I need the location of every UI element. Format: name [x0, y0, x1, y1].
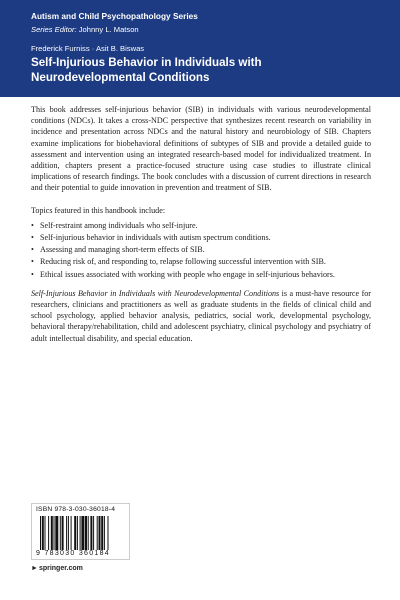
arrow-right-icon: ►: [31, 565, 38, 572]
barcode-bar: [88, 516, 89, 550]
isbn-box: [31, 503, 130, 560]
cover-header-band: [0, 0, 400, 97]
barcode-bar: [40, 516, 41, 550]
barcode-bar: [93, 516, 94, 550]
bullet-icon: •: [31, 233, 34, 243]
topic-item: [31, 232, 371, 243]
barcode-bar: [80, 516, 81, 550]
barcode-bar: [90, 516, 92, 550]
closing-book-title: Self-Injurious Behavior in Individuals with Neurodevelopmental Conditions: [31, 288, 280, 298]
topics-heading: Topics featured in this handbook include:: [31, 205, 166, 215]
bullet-icon: •: [31, 257, 34, 267]
bullet-icon: •: [31, 245, 34, 255]
book-authors: Frederick Furniss · Asit B. Biswas: [31, 44, 145, 53]
series-title: Autism and Child Psychopathology Series: [31, 11, 198, 21]
topic-item: [31, 269, 371, 280]
book-description: [31, 104, 371, 344]
publisher-link[interactable]: [31, 565, 83, 572]
barcode-bar: [99, 516, 101, 550]
barcode-bar: [101, 516, 103, 550]
topic-text: Reducing risk of, and responding to, relapse following successful intervention with SIB.: [40, 257, 326, 267]
barcode-bar: [60, 516, 61, 550]
isbn-label: ISBN 978-3-030-36018-4: [36, 506, 116, 513]
series-editor-label: Series Editor:: [31, 25, 77, 34]
publisher-url: springer.com: [38, 565, 83, 572]
topics-list: [31, 220, 371, 280]
series-editor-name: Johnny L. Matson: [78, 25, 139, 34]
barcode-bar: [71, 516, 72, 550]
barcode-bar: [77, 516, 78, 550]
topic-text: Ethical issues associated with working with people who engage in self-injurious behaviors.: [40, 269, 335, 279]
barcode-bar: [54, 516, 55, 550]
closing-paragraph: [31, 288, 371, 344]
barcode-bar: [108, 516, 109, 550]
barcode-bar: [42, 516, 44, 550]
topic-text: Assessing and managing short-term effects of SIB.: [40, 245, 205, 255]
book-title: Self-Injurious Behavior in Individuals with Neurodevelopmental Conditions: [31, 56, 262, 84]
topic-text: Self-restraint among individuals who self-injure.: [40, 220, 198, 230]
topic-item: [31, 256, 371, 267]
barcode-bar: [104, 516, 105, 550]
barcode-bar: [97, 516, 98, 550]
closing-text: is a must-have resource for researchers, clinicians and practitioners as well as graduate students in the fields of clinical child and school psychology, applied behavior analysis, pediatrics, social work, developmental psychology, behavioral therapy/rehabilitation, child and adolescent psychiatry, clinical psychology and psychiatry of adult intellectual disability, and special education.: [31, 288, 372, 343]
barcode-bar: [68, 516, 69, 550]
barcode-bar: [51, 516, 53, 550]
barcode-bar: [55, 516, 58, 550]
series-editor: [31, 25, 139, 34]
isbn-digits: 9 783030 360184: [36, 550, 110, 557]
barcode-bar: [62, 516, 64, 550]
barcode-bar: [45, 516, 46, 550]
barcode-bar: [66, 516, 67, 550]
topic-text: Self-injurious behavior in individuals with autism spectrum conditions.: [40, 233, 271, 243]
intro-paragraph: This book addresses self-injurious behavior (SIB) in individuals with various neurodevelopmental conditions (NDCs). It takes a cross-NDC perspective that synthesizes recent research on variability in incidence and presentation across NDCs and the natural history and neurobiology of SIB. Chapters examine implications for biobehavioral definitions of subtypes of SIB and provide a detailed guide to assessment and intervention using an integrated research-based model for individualized treatment. In addition, chapters present a practice-focused structure using case studies to illustrate clinical implications of research findings. The book concludes with a discussion of current directions in research and their potential to guide innovation in prevention and treatment of SIB.: [31, 105, 371, 193]
topic-item: [31, 244, 371, 255]
bullet-icon: •: [31, 220, 34, 230]
barcode-image: [39, 516, 125, 550]
barcode-bar: [74, 516, 76, 550]
topic-item: [31, 220, 371, 231]
barcode-bar: [81, 516, 84, 550]
bullet-icon: •: [31, 269, 34, 279]
barcode-bar: [48, 516, 49, 550]
barcode-bar: [85, 516, 87, 550]
